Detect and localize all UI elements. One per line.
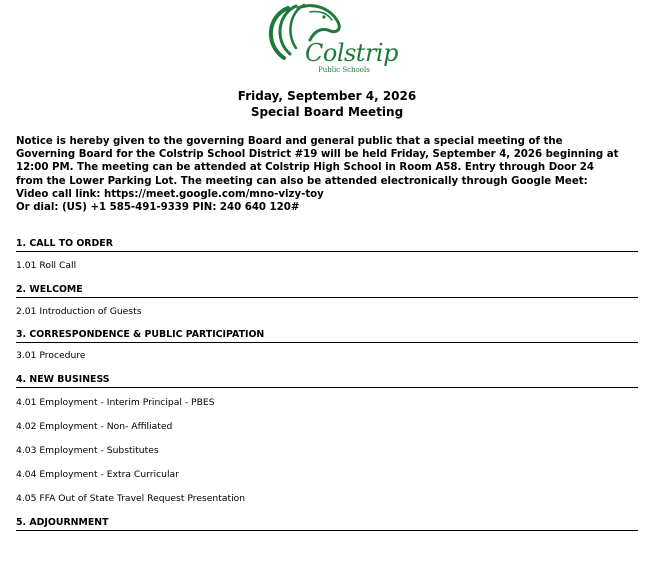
logo-subtitle: Public Schools	[318, 66, 370, 74]
meeting-type: Special Board Meeting	[250, 105, 404, 119]
agenda-heading-new-business: 4. NEW BUSINESS	[16, 374, 638, 388]
notice-line: Notice is hereby given to the governing Board and general public that a special meeting of the	[16, 136, 563, 147]
dial-in-info: Or dial: (US) +1 585-491-9339 PIN: 240 640 120#	[16, 202, 300, 214]
agenda-item: 4.02 Employment - Non- Affiliated	[16, 421, 173, 432]
meeting-date: Friday, September 4, 2026	[237, 89, 417, 103]
agenda-heading-adjournment: 5. ADJOURNMENT	[16, 517, 638, 531]
logo-wordmark: Colstrip	[305, 39, 398, 67]
agenda-heading-call-to-order: 1. CALL TO ORDER	[16, 238, 638, 252]
agenda-item: 4.04 Employment - Extra Curricular	[16, 469, 179, 480]
district-logo	[258, 0, 398, 80]
agenda-item: 4.01 Employment - Interim Principal - PBES	[16, 397, 215, 408]
agenda-item: 4.03 Employment - Substitutes	[16, 445, 159, 456]
notice-line: Governing Board for the Colstrip School District #19 will be held Friday, September 4, 2026 beginning at	[16, 149, 619, 161]
agenda-item: 4.05 FFA Out of State Travel Request Presentation	[16, 493, 246, 504]
meeting-title	[0, 88, 654, 120]
agenda-heading-correspondence: 3. CORRESPONDENCE & PUBLIC PARTICIPATION	[16, 329, 638, 343]
agenda-item: 2.01 Introduction of Guests	[16, 306, 142, 317]
agenda-item: 3.01 Procedure	[16, 350, 86, 361]
agenda-item: 1.01 Roll Call	[16, 260, 77, 271]
agenda-heading-welcome: 2. WELCOME	[16, 284, 638, 298]
video-call-link[interactable]: Video call link: https://meet.google.com/mno-vizy-toy	[16, 188, 324, 200]
notice-line: 12:00 PM. The meeting can be attended at Colstrip High School in Room A58. Entry through Door 24	[16, 162, 594, 174]
meeting-notice	[16, 135, 646, 214]
notice-line: from the Lower Parking Lot. The meeting can also be attended electronically through Google Meet:	[16, 175, 588, 187]
